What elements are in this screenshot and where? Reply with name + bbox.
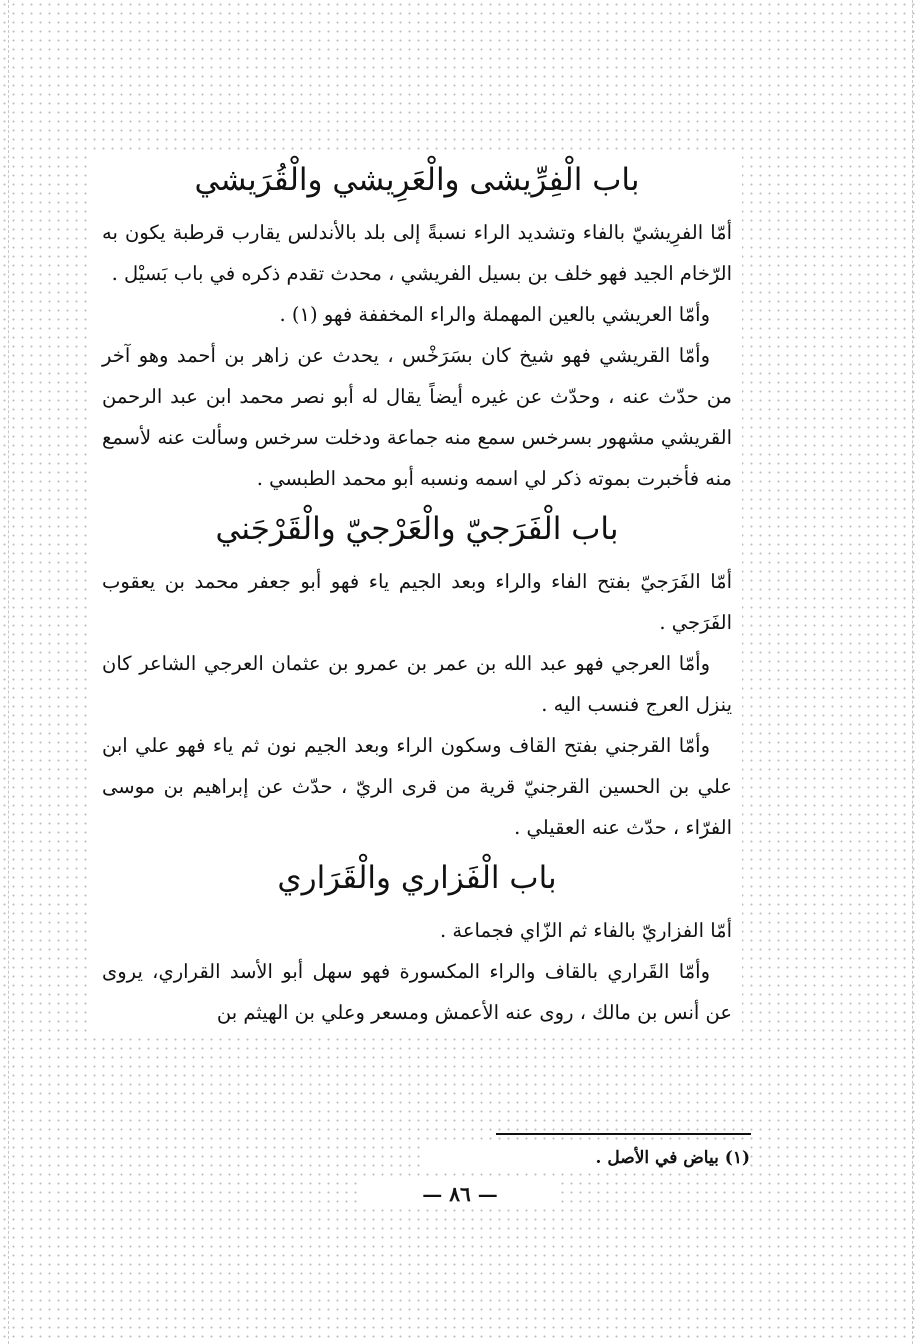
footnote: (١) بياض في الأصل . xyxy=(420,1145,750,1171)
page-number: — ٨٦ — xyxy=(360,1182,560,1206)
paragraph-1-3: وأمّا القريشي فهو شيخ كان بسَرَخْس ، يحدث عن زاهر بن أحمد وهو آخر من حدّث عنه ، وحدّث عن غيره أيضاً يقال له أبو نصر محمد ابن عبد الرحمن القريشي مشهور بسرخس سمع منه جماعة ودخلت سرخس وسألت عنه لأسمع منه فأخبرت بموته ذكر لي اسمه ونسبه أبو محمد الطبسي . xyxy=(102,344,732,490)
paragraph-3-1: أمّا الفزاريّ بالفاء ثم الزّاي فجماعة . xyxy=(440,919,732,942)
paragraph-2-2: وأمّا العرجي فهو عبد الله بن عمر بن عمرو بن عثمان العرجي الشاعر كان ينزل العرج فنسب اليه . xyxy=(102,652,732,716)
paragraph-2-3: وأمّا القرجني بفتح القاف وسكون الراء وبعد الجيم نون ثم ياء فهو علي ابن علي بن الحسين القرجنيّ قرية من قرى الريّ ، حدّث عن إبراهيم بن موسى الفرّاء ، حدّث عنه العقيلي . xyxy=(102,734,732,839)
section-heading-3: باب الْفَزاري والْقَرَاري xyxy=(277,860,557,896)
paragraph-2-1: أمّا الفَرَجيّ بفتح الفاء والراء وبعد الجيم ياء فهو أبو جعفر محمد بن يعقوب الفَرَجي . xyxy=(102,570,732,634)
main-text xyxy=(92,150,742,1033)
footnote-divider xyxy=(496,1133,751,1135)
section-heading-2: باب الْفَرَجيّ والْعَرْجيّ والْقَرْجَني xyxy=(215,511,619,547)
paragraph-1-1: أمّا الفرِيشيّ بالفاء وتشديد الراء نسبةً إلى بلد بالأندلس يقارب قرطبة يكون به الرّخام الجيد فهو خلف بن بسيل الفريشي ، محدث تقدم ذكره في باب بَسيْل . xyxy=(102,221,732,285)
paragraph-3-2: وأمّا القَراري بالقاف والراء المكسورة فهو سهل أبو الأسد القراري، يروى عن أنس بن مالك ، روى عنه الأعمش ومسعر وعلي بن الهيثم بن xyxy=(102,960,732,1024)
section-heading-1: باب الْفِرِّيشى والْعَرِيشي والْقُرَيشي xyxy=(194,162,640,198)
paragraph-1-2: وأمّا العريشي بالعين المهملة والراء المخففة فهو (١) . xyxy=(279,303,710,326)
